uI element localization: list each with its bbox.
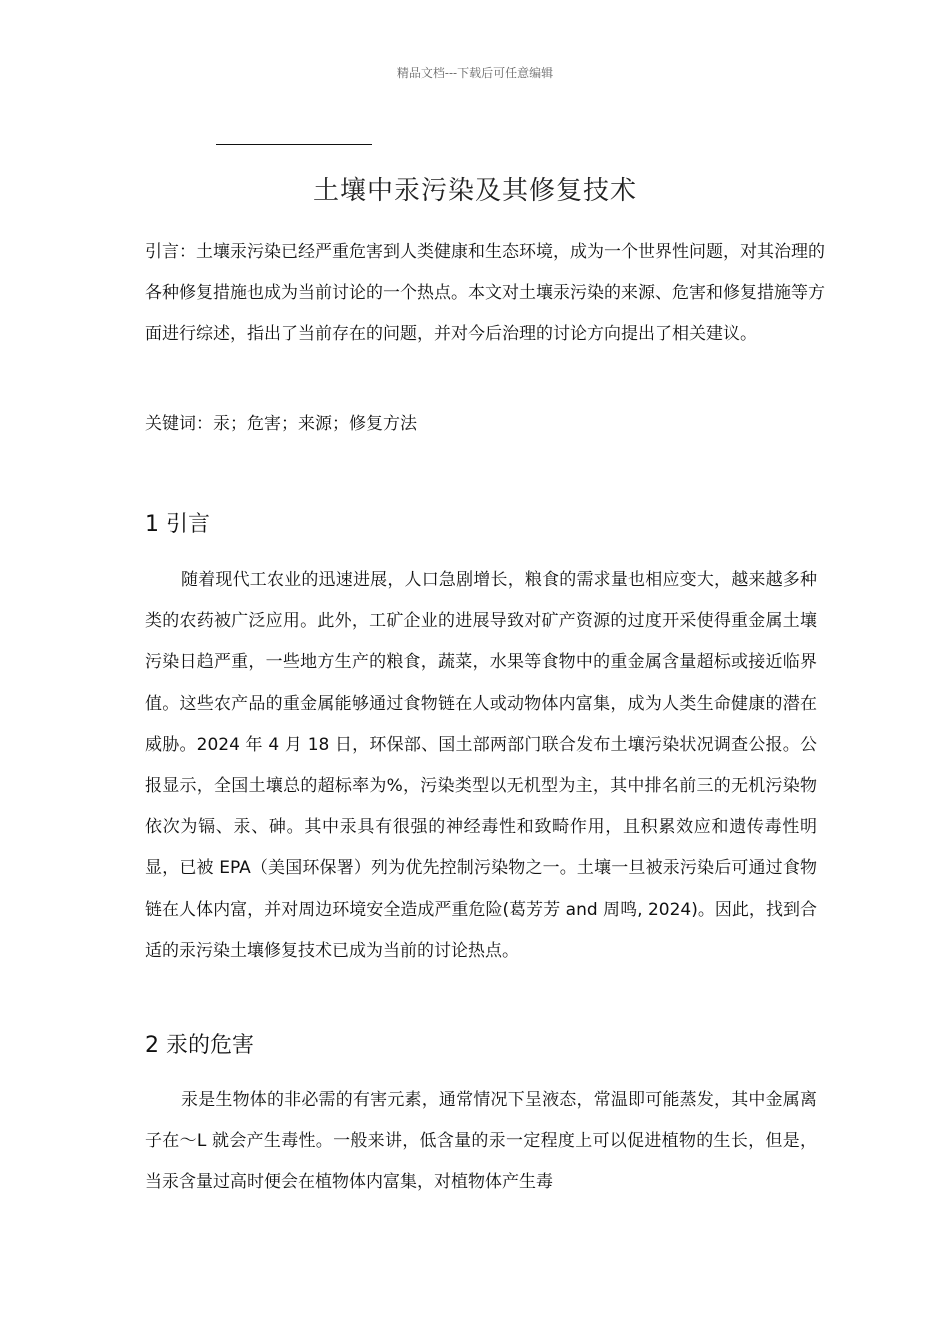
abstract: 引言：土壤汞污染已经严重危害到人类健康和生态环境，成为一个世界性问题，对其治理的各种修复措施也成为当前讨论的一个热点。本文对土壤汞污染的来源、危害和修复措施等方面进行综述，指出了当前存在的问题，并对今后治理的讨论方向提出了相关建议。 <box>145 242 825 344</box>
section-heading-mercury-hazards: 2 汞的危害 <box>145 1033 254 1058</box>
document-title: 土壤中汞污染及其修复技术 <box>312 176 637 206</box>
section-paragraph-mercury-hazards: 汞是生物体的非必需的有害元素，通常情况下呈液态，常温即可能蒸发，其中金属离子在～L 就会产生毒性。一般来讲，低含量的汞一定程度上可以促进植物的生长，但是，当汞含量过高时便会在植物体内富集，对植物体产生毒 <box>145 1090 817 1193</box>
keywords: 关键词：汞；危害；来源；修复方法 <box>145 414 417 434</box>
section-paragraph-introduction: 随着现代工农业的迅速进展，人口急剧增长，粮食的需求量也相应变大，越来越多种类的农药被广泛应用。此外，工矿企业的进展导致对矿产资源的过度开采使得重金属土壤污染日趋严重，一些地方生产的粮食，蔬菜，水果等食物中的重金属含量超标或接近临界值。这些农产品的重金属能够通过食物链在人或动物体内富集，成为人类生命健康的潜在威胁。2024 年 4 月 18 日，环保部、国土部两部门联合发布土壤污染状况调查公报。公报显示，全国土壤总的超标率为%，污染类型以无机型为主，其中排名前三的无机污染物依次为镉、汞、砷。其中汞具有很强的神经毒性和致畸作用，且积累效应和遗传毒性明显，已被 EPA（美国环保署）列为优先控制污染物之一。土壤一旦被汞污染后可通过食物链在人体内富，并对周边环境安全造成严重危险(葛芳芳 and 周鸣, 2024)。因此，找到合适的汞污染土壤修复技术已成为当前的讨论热点。 <box>145 570 817 961</box>
page-header: 精品文档---下载后可任意编辑 <box>396 66 554 80</box>
section-heading-introduction: 1 引言 <box>145 512 210 537</box>
header-rule <box>216 144 372 145</box>
